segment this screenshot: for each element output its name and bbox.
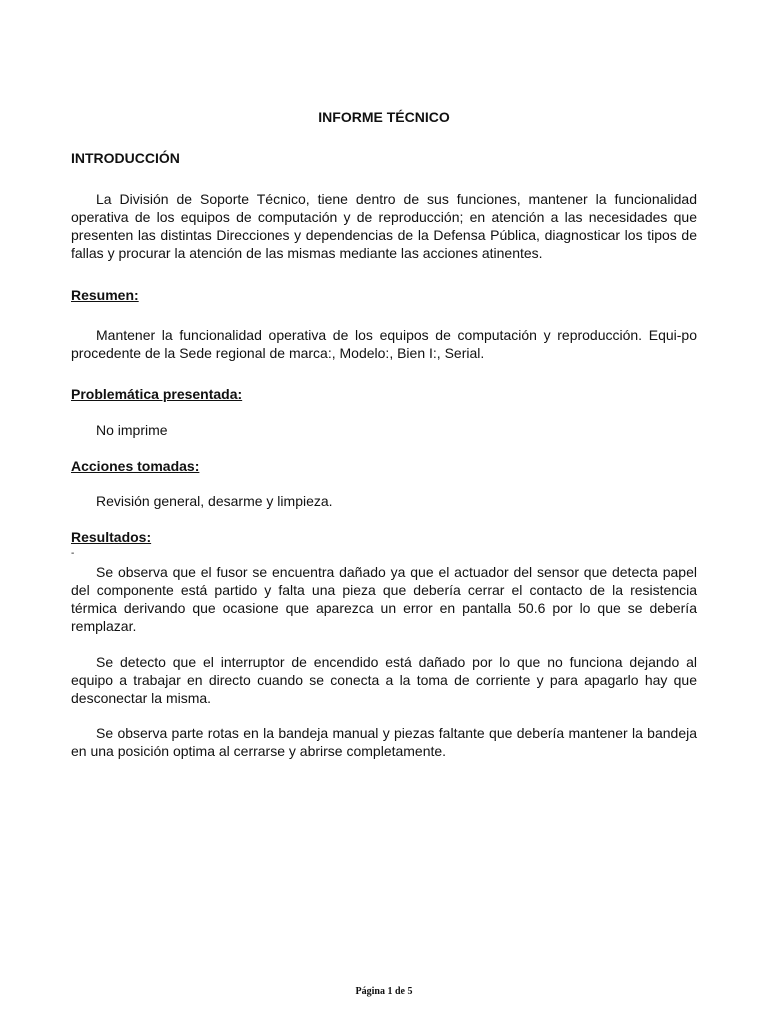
introduccion-heading: INTRODUCCIÓN (71, 150, 180, 166)
page-number-footer: Página 1 de 5 (355, 986, 413, 997)
document-title: INFORME TÉCNICO (318, 109, 450, 125)
introduccion-paragraph: La División de Soporte Técnico, tiene dentro de sus funciones, mantener la funcionalidad operativa de los equipos de computación y de reproducción; en atención a las necesidades que presenten las distintas Direcciones y dependencias de la Defensa Pública, diagnosticar los tipos de fallas y procurar la atención de las mismas mediante las acciones atinentes. (71, 191, 697, 261)
resultados-paragraph-2: Se detecto que el interruptor de encendido está dañado por lo que no funciona dejando al equipo a trabajar en directo cuando se conecta a la toma de corriente y para apagarlo hay que desconectar la misma. (71, 654, 697, 706)
acciones-heading: Acciones tomadas: (71, 458, 200, 474)
resultados-paragraph-1: Se observa que el fusor se encuentra dañado ya que el actuador del sensor que detecta papel del componente está partido y falta una pieza que debería cerrar el contacto de la resistencia térmica derivando que ocasione que aparezca un error en pantalla 50.6 por lo que se debería remplazar. (71, 564, 697, 634)
acciones-text: Revisión general, desarme y limpieza. (96, 493, 333, 509)
resultados-heading: Resultados: (71, 529, 152, 545)
resumen-heading: Resumen: (71, 287, 139, 303)
resultados-paragraph-3: Se observa parte rotas en la bandeja manual y piezas faltante que debería mantener la bandeja en una posición optima al cerrarse y abrirse completamente. (71, 725, 697, 759)
problematica-heading: Problemática presentada: (71, 386, 243, 402)
problematica-text: No imprime (96, 422, 168, 438)
resumen-paragraph: Mantener la funcionalidad operativa de los equipos de computación y reproducción. Equi-po procedente de la Sede regional de marca:, Modelo:, Bien I:, Serial. (71, 327, 697, 361)
resultados-dash: - (71, 548, 75, 559)
